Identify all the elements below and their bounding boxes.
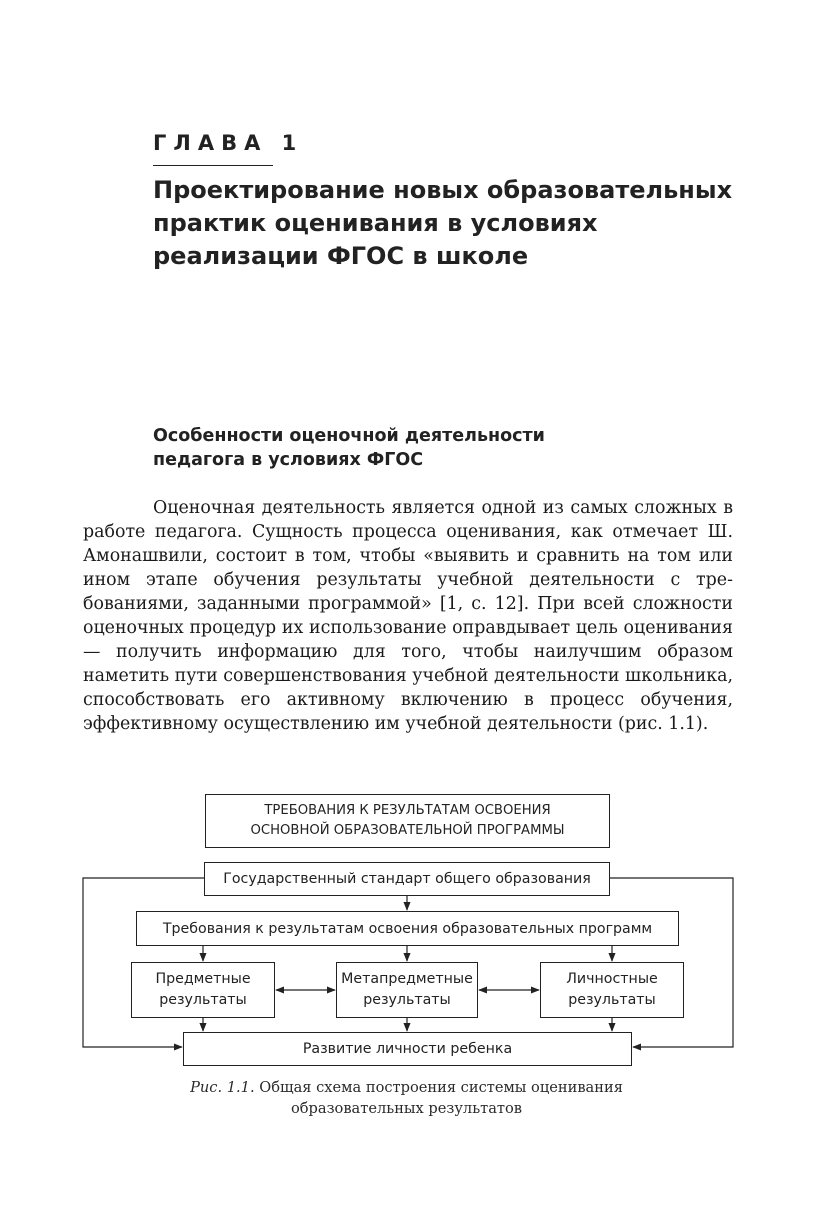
chapter-label: ГЛАВА 1 xyxy=(153,131,304,155)
figure-label: Рис. 1.1. xyxy=(190,1079,255,1096)
chapter-title xyxy=(153,174,753,273)
chapter-title-line: реализации ФГОС в школе xyxy=(153,242,529,270)
section-title-line: Особенности оценочной деятельности xyxy=(153,426,545,446)
chapter-title-line: Проектирование новых образовательных xyxy=(153,176,733,204)
diagram-box-development xyxy=(183,1032,632,1066)
diagram-box-subject-results xyxy=(131,962,275,1018)
figure-caption-text: образовательных результатов xyxy=(290,1100,522,1117)
diagram-box-line: ТРЕБОВАНИЯ К РЕЗУЛЬТАТАМ ОСВОЕНИЯ xyxy=(264,803,551,818)
diagram-box-line: ОСНОВНОЙ ОБРАЗОВАТЕЛЬНОЙ ПРОГРАММЫ xyxy=(250,823,565,838)
diagram-box-meta-results xyxy=(336,962,478,1018)
diagram-box-line: Предметные xyxy=(155,971,251,987)
diagram-box-requirements xyxy=(136,911,679,946)
chapter-title-line: практик оценивания в условиях xyxy=(153,209,598,237)
diagram-box-line: результаты xyxy=(568,992,656,1008)
chapter-rule xyxy=(153,165,273,166)
diagram-box-line: Метапредметные xyxy=(341,971,473,987)
body-paragraph: Оценочная деятельность является одной из самых сложных в работе педагога. Сущность процесса оценивания, как отмечает Ш. Амонашвили, состоит в том, чтобы «выявить и сравнить на том или ином этапе обучения результаты учебной деятельности с требованиями, заданными программой» [1, с. 12]. При всей сложности оценочных процедур их использование оправдывает цель оценивания — получить информацию для того, чтобы наилучшим образом наметить пути совершенствования учебной деятельности школьника, способствовать его активному включению в процесс обучения, эффективному осуществлению им учебной деятельности (рис. 1.1). xyxy=(83,498,733,734)
diagram-box-personal-results xyxy=(540,962,684,1018)
diagram-box-line: Личностные xyxy=(566,971,658,987)
figure-caption-text: Общая схема построения системы оценивания xyxy=(259,1079,623,1096)
section-title-line: педагога в условиях ФГОС xyxy=(153,450,424,470)
diagram-box-program-requirements xyxy=(205,794,610,848)
figure-caption xyxy=(150,1077,663,1119)
diagram-box-line: результаты xyxy=(363,992,451,1008)
section-title xyxy=(153,424,713,472)
diagram-box-label: Развитие личности ребенка xyxy=(302,1041,513,1057)
diagram-box-line: результаты xyxy=(159,992,247,1008)
diagram-box-label: Государственный стандарт общего образования xyxy=(223,871,591,887)
diagram-box-label: Требования к результатам освоения образовательных программ xyxy=(162,920,653,937)
diagram-box-state-standard xyxy=(204,862,610,896)
